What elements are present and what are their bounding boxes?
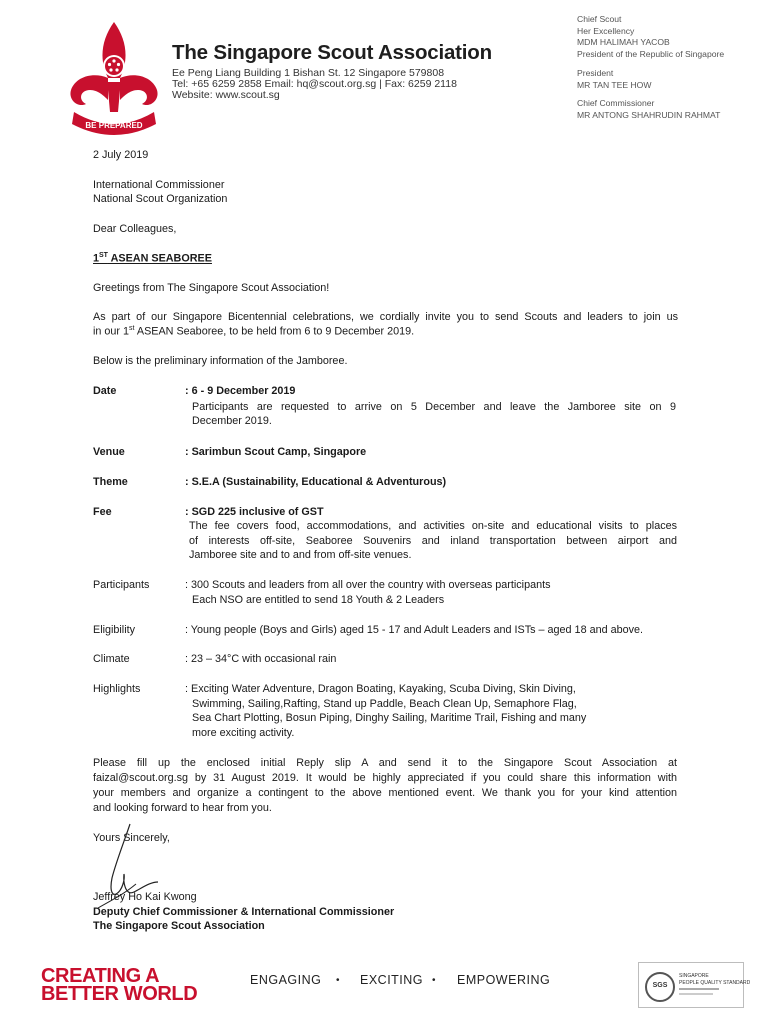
footer-word-engaging: ENGAGING — [250, 973, 322, 987]
intro-text-b: ASEAN Seaboree, to be held from 6 to 9 December 2019. — [134, 325, 415, 338]
footer-word-empowering: EMPOWERING — [457, 973, 551, 987]
cert-divider — [679, 993, 713, 995]
highlights-line-4: more exciting activity. — [192, 727, 295, 739]
subject-text: ASEAN SEABOREE — [107, 252, 212, 265]
climate-label: Climate — [93, 653, 130, 665]
slogan-line-1: CREATING A — [41, 965, 160, 987]
fee-note-3: Jamboree site and to and from off-site venues. — [189, 549, 412, 561]
highlights-line-3: Sea Chart Plotting, Bosun Piping, Dinghy Sailing, Maritime Trail, Fishing and many — [192, 712, 587, 724]
org-name: The Singapore Scout Association — [172, 41, 492, 64]
sign-off: Yours Sincerely, — [93, 832, 170, 844]
officer-line: MR ANTONG SHAHRUDIN RAHMAT — [577, 109, 721, 120]
officer-line: President of the Republic of Singapore — [577, 48, 725, 59]
theme-value: : S.E.A (Sustainability, Educational & Adventurous) — [185, 476, 447, 488]
intro-text-a: in our 1 — [93, 325, 130, 338]
date-note-2: December 2019. — [192, 415, 272, 427]
highlights-label: Highlights — [93, 683, 141, 695]
cert-subtitle: PEOPLE QUALITY STANDARD — [679, 980, 751, 986]
officer-line: MDM HALIMAH YACOB — [577, 37, 670, 47]
officer-line: Her Excellency — [577, 25, 635, 36]
closing-line-1: Please fill up the enclosed initial Reply slip A and send it to the Singapore Scout Association at — [93, 757, 677, 769]
participants-label: Participants — [93, 579, 150, 591]
officer-block-president — [577, 68, 651, 91]
org-address: Ee Peng Liang Building 1 Bishan St. 12 Singapore 579808 — [172, 67, 445, 79]
footer-separator-1: • — [336, 975, 340, 986]
letter-subject — [93, 252, 212, 265]
date-note-1: Participants are requested to arrive on 5 December and leave the Jamboree site on 9 — [192, 401, 676, 413]
recipient-line-1: International Commissioner — [93, 179, 225, 191]
closing-line-3: your members and organize a contingent to the above mentioned event. We thank you for your kind attention — [93, 787, 677, 799]
officer-role: President — [577, 68, 614, 78]
closing-line-4: and looking forward to hear from you. — [93, 802, 272, 814]
subject-number: 1 — [93, 252, 100, 265]
recipient-line-2: National Scout Organization — [93, 193, 228, 205]
highlights-line-2: Swimming, Sailing,Rafting, Stand up Paddle, Beach Clean Up, Semaphore Flag, — [192, 698, 577, 710]
officer-block-chief-commissioner — [577, 98, 720, 121]
fee-note-1: The fee covers food, accommodations, and activities on-site and educational visits to places — [189, 520, 677, 532]
officer-role: Chief Scout — [577, 14, 622, 24]
highlights-line-1: : Exciting Water Adventure, Dragon Boating, Kayaking, Scuba Diving, Skin Diving, — [185, 683, 576, 695]
subject-superscript: ST — [99, 252, 108, 259]
intro-line-2 — [93, 325, 414, 338]
signer-name: Jeffrey Ho Kai Kwong — [93, 891, 197, 903]
fee-note-2: of interests off-site, Seaboree Souvenirs and inland transportation between airport and — [189, 535, 677, 547]
cert-divider — [679, 988, 719, 990]
intro-line-1: As part of our Singapore Bicentennial celebrations, we cordially invite you to send Scouts and leaders to join us — [93, 311, 678, 323]
sgs-label: SGS — [652, 982, 668, 989]
participants-note: Each NSO are entitled to send 18 Youth & 2 Leaders — [192, 594, 445, 606]
org-website: Website: www.scout.sg — [172, 89, 280, 101]
slogan-line-2: BETTER WORLD — [41, 983, 198, 1005]
climate-value: : 23 – 34°C with occasional rain — [185, 653, 337, 665]
footer-separator-2: • — [432, 975, 436, 986]
venue-label: Venue — [93, 446, 125, 458]
footer-slogan — [41, 967, 197, 1003]
participants-value: : 300 Scouts and leaders from all over the country with overseas participants — [185, 579, 551, 591]
closing-line-2: faizal@scout.org.sg by 31 August 2019. It would be highly appreciated if you could share this information with — [93, 772, 677, 784]
officer-block-chief-scout — [577, 14, 724, 60]
officer-role: Chief Commissioner — [577, 98, 655, 108]
signer-title: Deputy Chief Commissioner & International Commissioner — [93, 906, 395, 918]
certification-badge — [638, 962, 751, 1008]
greeting: Greetings from The Singapore Scout Association! — [93, 282, 330, 294]
theme-label: Theme — [93, 476, 128, 488]
venue-value: : Sarimbun Scout Camp, Singapore — [185, 446, 367, 458]
fleur-de-lis-icon — [68, 20, 160, 138]
footer-word-exciting: EXCITING — [360, 973, 424, 987]
date-value: : 6 - 9 December 2019 — [185, 385, 296, 397]
eligibility-label: Eligibility — [93, 624, 136, 636]
cert-title: SINGAPORE — [679, 973, 709, 979]
date-label: Date — [93, 385, 117, 397]
sgs-seal-icon — [645, 972, 675, 1002]
org-contact: Tel: +65 6259 2858 Email: hq@scout.org.sg | Fax: 6259 2118 — [172, 78, 457, 90]
intro-superscript: st — [129, 325, 135, 332]
letter-date: 2 July 2019 — [93, 149, 149, 161]
salutation: Dear Colleagues, — [93, 223, 177, 235]
fee-value: : SGD 225 inclusive of GST — [185, 506, 324, 518]
eligibility-value: : Young people (Boys and Girls) aged 15 - 17 and Adult Leaders and ISTs – aged 18 and above. — [185, 624, 644, 636]
below-line: Below is the preliminary information of the Jamboree. — [93, 355, 348, 367]
signer-org: The Singapore Scout Association — [93, 920, 265, 932]
fee-label: Fee — [93, 506, 112, 518]
svg-text:BE PREPARED: BE PREPARED — [85, 121, 143, 130]
scout-emblem-logo — [68, 20, 160, 138]
officer-line: MR TAN TEE HOW — [577, 79, 652, 90]
